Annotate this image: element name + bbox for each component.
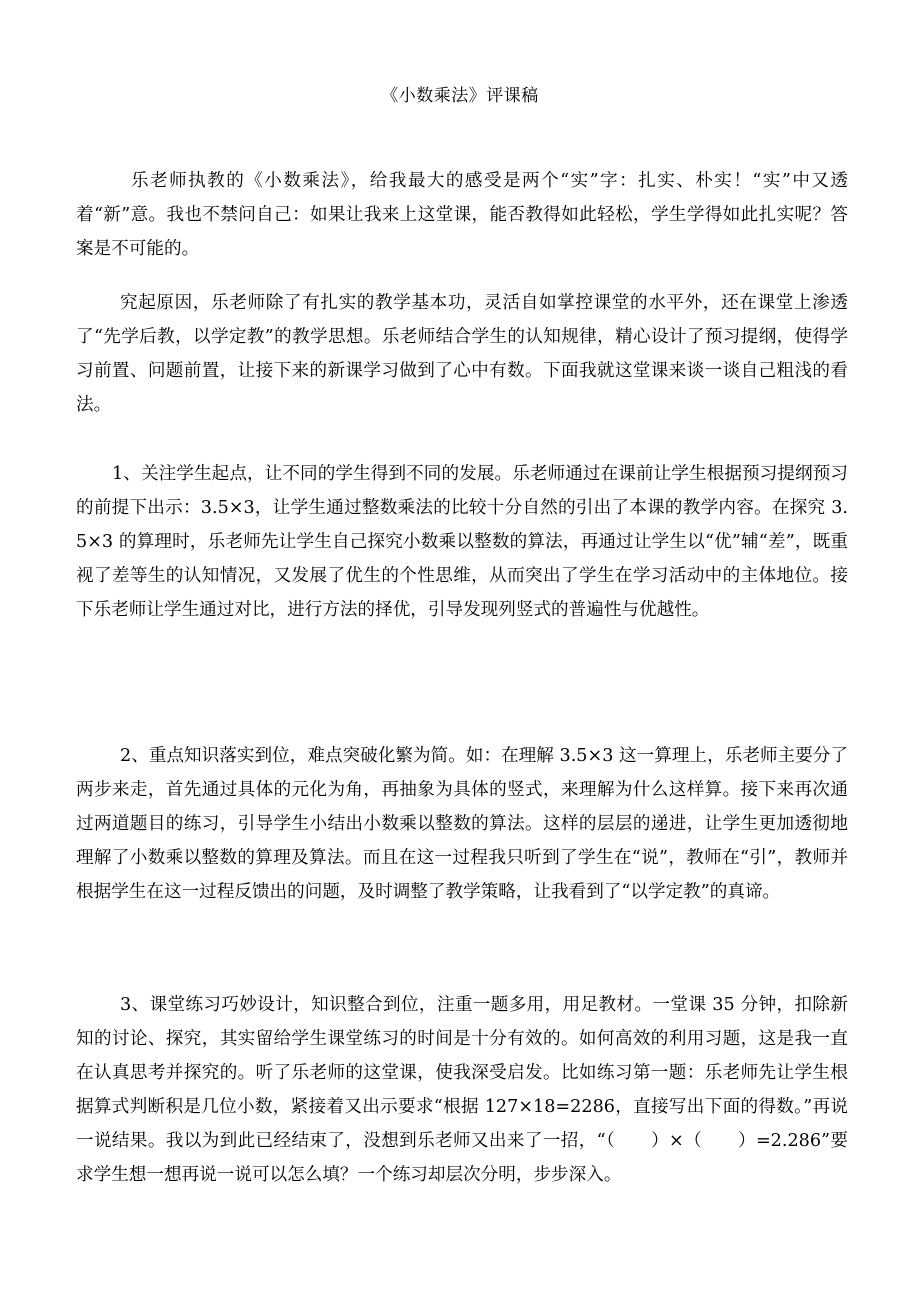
paragraph-intro: 乐老师执教的《小数乘法》，给我最大的感受是两个“实”字：扎实、朴实！“实”中又透着“新”意。我也不禁问自己：如果让我来上这堂课，能否教得如此轻松，学生学得如此扎实呢？答案是不可能的。: [76, 171, 848, 259]
paragraph-reason: 究起原因，乐老师除了有扎实的教学基本功，灵活自如掌控课堂的水平外，还在课堂上渗透了“先学后教，以学定教”的教学思想。乐老师结合学生的认知规律，精心设计了预习提纲，使得学习前置、问题前置，让接下来的新课学习做到了心中有数。下面我就这堂课来谈一谈自己粗浅的看法。: [76, 293, 848, 415]
paragraph-point-2: 2、重点知识落实到位，难点突破化繁为简。如：在理解 3.5×3 这一算理上，乐老师主要分了两步来走，首先通过具体的元化为角，再抽象为具体的竖式，来理解为什么这样算。接下来再次通过两道题目的练习，引导学生小结出小数乘以整数的算法。这样的层层的递进，让学生更加透彻地理解了小数乘以整数的算理及算法。而且在这一过程我只听到了学生在“说”，教师在“引”，教师并根据学生在这一过程反馈出的问题，及时调整了教学策略，让我看到了“以学定教”的真谛。: [76, 746, 848, 902]
document-title: 《小数乘法》评课稿: [381, 86, 539, 106]
paragraph-point-1: 1、关注学生起点，让不同的学生得到不同的发展。乐老师通过在课前让学生根据预习提纲预习的前提下出示：3.5×3，让学生通过整数乘法的比较十分自然的引出了本课的教学内容。在探究 3.5×3 的算理时，乐老师先让学生自己探究小数乘以整数的算法，再通过让学生以“优”辅“差”，既重视了差等生的认知情况，又发展了优生的个性思维，从而突出了学生在学习活动中的主体地位。接下乐老师让学生通过对比，进行方法的择优，引导发现列竖式的普遍性与优越性。: [76, 464, 848, 620]
paragraph-point-3: 3、课堂练习巧妙设计，知识整合到位，注重一题多用，用足教材。一堂课 35 分钟，扣除新知的讨论、探究，其实留给学生课堂练习的时间是十分有效的。如何高效的利用习题，这是我一直在认真思考并探究的。听了乐老师的这堂课，使我深受启发。比如练习第一题：乐老师先让学生根据算式判断积是几位小数，紧接着又出示要求“根据 127×18=2286，直接写出下面的得数。”再说一说结果。我以为到此已经结束了，没想到乐老师又出来了一招，“（ ）×（ ）=2.286”要求学生想一想再说一说可以怎么填？一个练习却层次分明，步步深入。: [76, 995, 848, 1185]
